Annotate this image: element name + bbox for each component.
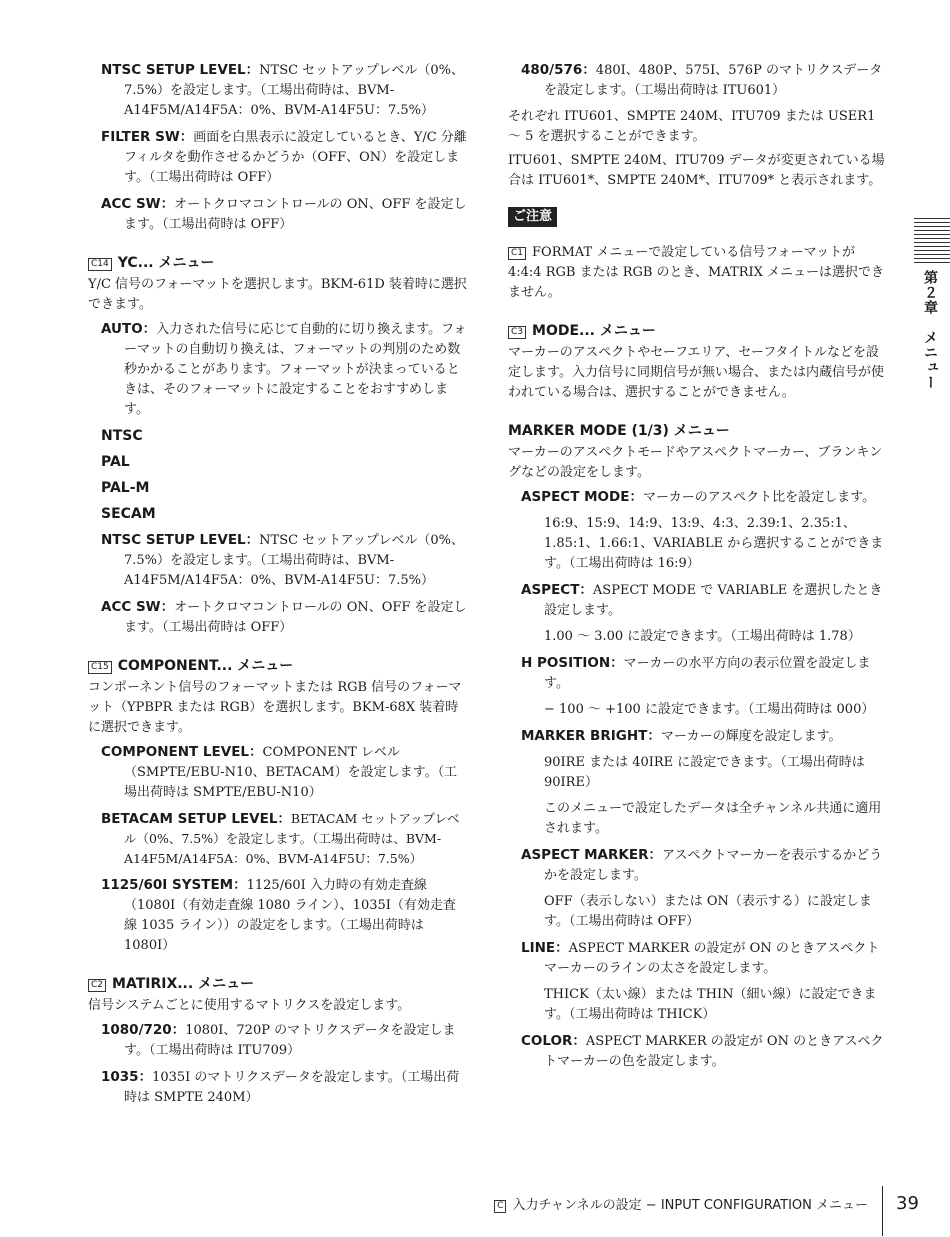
section-description: Y/C 信号のフォーマットを選択します。BKM-61D 装着時に選択できます。	[88, 277, 467, 312]
item-text: 1125/60I 入力時の有効走査線（1080I（有効走査線 1080 ライン）、1035I（有効走査線 1035 ライン））の設定をします。（工場出荷時は 1080I）	[124, 878, 456, 953]
item-detail: このメニューで設定したデータは全チャンネル共通に適用されます。	[544, 801, 882, 836]
component-level-item	[101, 742, 468, 803]
item-detail: 16:9、15:9、14:9、13:9、4:3、2.39:1、2.35:1、1.85:1、1.66:1、VARIABLE から選択することができます。（工場出荷時は 16:9）	[544, 516, 884, 571]
item-term: AUTO：	[101, 321, 157, 337]
item-text: 入力された信号に応じて自動的に切り換えます。フォーマットの自動切り換えは、フォーマットの判別のため数秒かかることがあります。フォーマットが決まっているときは、そのフォーマットに設定することをおすすめします。	[124, 322, 467, 417]
auto-item	[101, 319, 468, 420]
item-text: COMPONENT レベル（SMPTE/EBU-N10、BETACAM）を設定します。（工場出荷時は SMPTE/EBU-N10）	[124, 745, 458, 800]
format-secam: SECAM	[101, 506, 156, 522]
item-text: ASPECT MARKER の設定が ON のときアスペクトマーカーの色を設定します。	[544, 1034, 884, 1069]
section-title-component	[88, 656, 468, 676]
footer-text: 入力チャンネルの設定 − INPUT CONFIGURATION メニュー	[512, 1198, 868, 1213]
item-term: LINE：	[521, 940, 569, 956]
section-description: マーカーのアスペクトモードやアスペクトマーカー、ブランキングなどの設定をします。	[508, 445, 883, 480]
section-description: マーカーのアスペクトやセーフエリア、セーフタイトルなどを設定します。入力信号に同期信号が無い場合、または内蔵信号が使われている場合は、選択することができません。	[508, 345, 884, 400]
section-title-yc	[88, 253, 468, 273]
section-code: C14	[88, 258, 112, 271]
item-text: 1035I のマトリクスデータを設定します。（工場出荷時は SMPTE 240M）	[124, 1070, 460, 1105]
item-detail: − 100 〜 +100 に設定できます。（工場出荷時は 000）	[544, 702, 875, 717]
paragraph: それぞれ ITU601、SMPTE 240M、ITU709 または USER1 〜 5 を選択することができます。	[508, 109, 876, 144]
item-text: 画面を白黒表示に設定しているとき、Y/C 分離フィルタを動作させるかどうか（OFF、ON）を設定します。（工場出荷時は OFF）	[124, 130, 467, 185]
item-text: アスペクトマーカーを表示するかどうかを設定します。	[544, 848, 883, 883]
section-title-mode	[508, 321, 888, 341]
h-position-item	[521, 653, 888, 694]
item-term: ACC SW：	[101, 196, 175, 212]
acc-sw-item	[101, 597, 468, 638]
matrix-1035-item	[101, 1067, 468, 1108]
ntsc-setup-level-item	[101, 530, 468, 591]
section-title-text: MATIRIX... メニュー	[112, 976, 255, 992]
item-term: BETACAM SETUP LEVEL：	[101, 811, 291, 827]
matrix-480-item	[521, 60, 888, 101]
item-term: COMPONENT LEVEL：	[101, 744, 263, 760]
item-term: COLOR：	[521, 1033, 586, 1049]
item-detail: 1.00 〜 3.00 に設定できます。（工場出荷時は 1.78）	[544, 629, 861, 644]
aspect-mode-item	[521, 487, 888, 508]
section-title-text: YC... メニュー	[117, 255, 215, 271]
line-item	[521, 938, 888, 979]
item-text: ASPECT MODE で VARIABLE を選択したとき設定します。	[544, 583, 883, 618]
running-footer	[494, 1196, 868, 1216]
item-term: 480/576：	[521, 62, 596, 78]
section-title-marker-mode: MARKER MODE (1/3) メニュー	[508, 423, 730, 439]
item-text: マーカーの水平方向の表示位置を設定します。	[544, 656, 871, 691]
item-term: ASPECT：	[521, 582, 593, 598]
item-term: ASPECT MARKER：	[521, 847, 662, 863]
item-text: 1080I、720P のマトリクスデータを設定します。（工場出荷時は ITU709）	[124, 1023, 456, 1058]
section-description: コンポーネント信号のフォーマットまたは RGB 信号のフォーマット（YPBPR または RGB）を選択します。BKM-68X 装着時に選択できます。	[88, 680, 462, 735]
item-detail: OFF（表示しない）または ON（表示する）に設定します。（工場出荷時は OFF）	[544, 894, 872, 929]
chapter-tab-label: 第２章 メニュー	[922, 270, 938, 390]
item-text: ASPECT MARKER の設定が ON のときアスペクトマーカーのラインの太さを設定します。	[544, 941, 880, 976]
section-title-text: COMPONENT... メニュー	[117, 658, 294, 674]
item-term: 1125/60I SYSTEM：	[101, 877, 247, 893]
paragraph: ITU601、SMPTE 240M、ITU709 データが変更されている場合は ITU601*、SMPTE 240M*、ITU709* と表示されます。	[508, 153, 885, 188]
aspect-item	[521, 580, 888, 621]
section-description: 信号システムごとに使用するマトリクスを設定します。	[88, 998, 411, 1013]
item-detail: 90IRE または 40IRE に設定できます。（工場出荷時は 90IRE）	[544, 755, 865, 790]
section-title-text: MODE... メニュー	[532, 323, 656, 339]
item-text: NTSC セットアップレベル（0%、7.5%）を設定します。（工場出荷時は、BVM-A14F5M/A14F5A：0%、BVM-A14F5U：7.5%）	[124, 63, 464, 118]
item-text: BETACAM セットアップレベル（0%、7.5%）を設定します。（工場出荷時は、BVM-A14F5M/A14F5A：0%、BVM-A14F5U：7.5%）	[124, 811, 460, 866]
item-term: ACC SW：	[101, 599, 175, 615]
betacam-setup-level-item	[101, 809, 468, 869]
acc-sw-item	[101, 194, 468, 235]
chapter-tab-stripes	[914, 218, 950, 266]
item-term: NTSC SETUP LEVEL：	[101, 62, 260, 78]
item-text: マーカーの輝度を設定します。	[660, 729, 842, 744]
item-term: H POSITION：	[521, 655, 624, 671]
color-item	[521, 1031, 888, 1072]
item-term: FILTER SW：	[101, 129, 194, 145]
item-text: オートクロマコントロールの ON、OFF を設定します。（工場出荷時は OFF）	[124, 197, 467, 232]
system-1125-item	[101, 875, 468, 956]
right-column	[508, 60, 888, 1078]
section-code: C2	[88, 979, 106, 992]
page-number: 39	[896, 1193, 919, 1214]
item-term: ASPECT MODE：	[521, 489, 643, 505]
section-code: C1	[508, 247, 526, 260]
item-term: 1035：	[101, 1069, 153, 1085]
section-title-matrix	[88, 974, 468, 994]
aspect-marker-item	[521, 845, 888, 886]
item-detail: THICK（太い線）または THIN（細い線）に設定できます。（工場出荷時は THICK）	[544, 987, 877, 1022]
item-term: 1080/720：	[101, 1022, 186, 1038]
item-text: NTSC セットアップレベル（0%、7.5%）を設定します。（工場出荷時は、BVM-A14F5M/A14F5A：0%、BVM-A14F5U：7.5%）	[124, 533, 464, 588]
item-term: NTSC SETUP LEVEL：	[101, 532, 260, 548]
section-code: C15	[88, 661, 112, 674]
note-label: ご注意	[508, 207, 557, 227]
note-body: FORMAT メニューで設定している信号フォーマットが 4:4:4 RGB または RGB のとき、MATRIX メニューは選択できません。	[508, 245, 885, 300]
item-text: 480I、480P、575I、576P のマトリクスデータを設定します。（工場出荷時は ITU601）	[544, 63, 883, 98]
item-term: MARKER BRIGHT：	[521, 728, 661, 744]
footer-divider	[882, 1186, 883, 1236]
format-ntsc: NTSC	[101, 428, 143, 444]
filter-sw-item	[101, 127, 468, 188]
marker-bright-item	[521, 726, 888, 747]
note-text	[508, 243, 888, 303]
section-code: C3	[508, 326, 526, 339]
item-text: マーカーのアスペクト比を設定します。	[642, 490, 876, 505]
format-pal: PAL	[101, 454, 130, 470]
matrix-1080-item	[101, 1020, 468, 1061]
format-pal-m: PAL-M	[101, 480, 150, 496]
left-column	[88, 60, 468, 1114]
footer-code: C	[494, 1200, 506, 1213]
ntsc-setup-level-item	[101, 60, 468, 121]
item-text: オートクロマコントロールの ON、OFF を設定します。（工場出荷時は OFF）	[124, 600, 467, 635]
